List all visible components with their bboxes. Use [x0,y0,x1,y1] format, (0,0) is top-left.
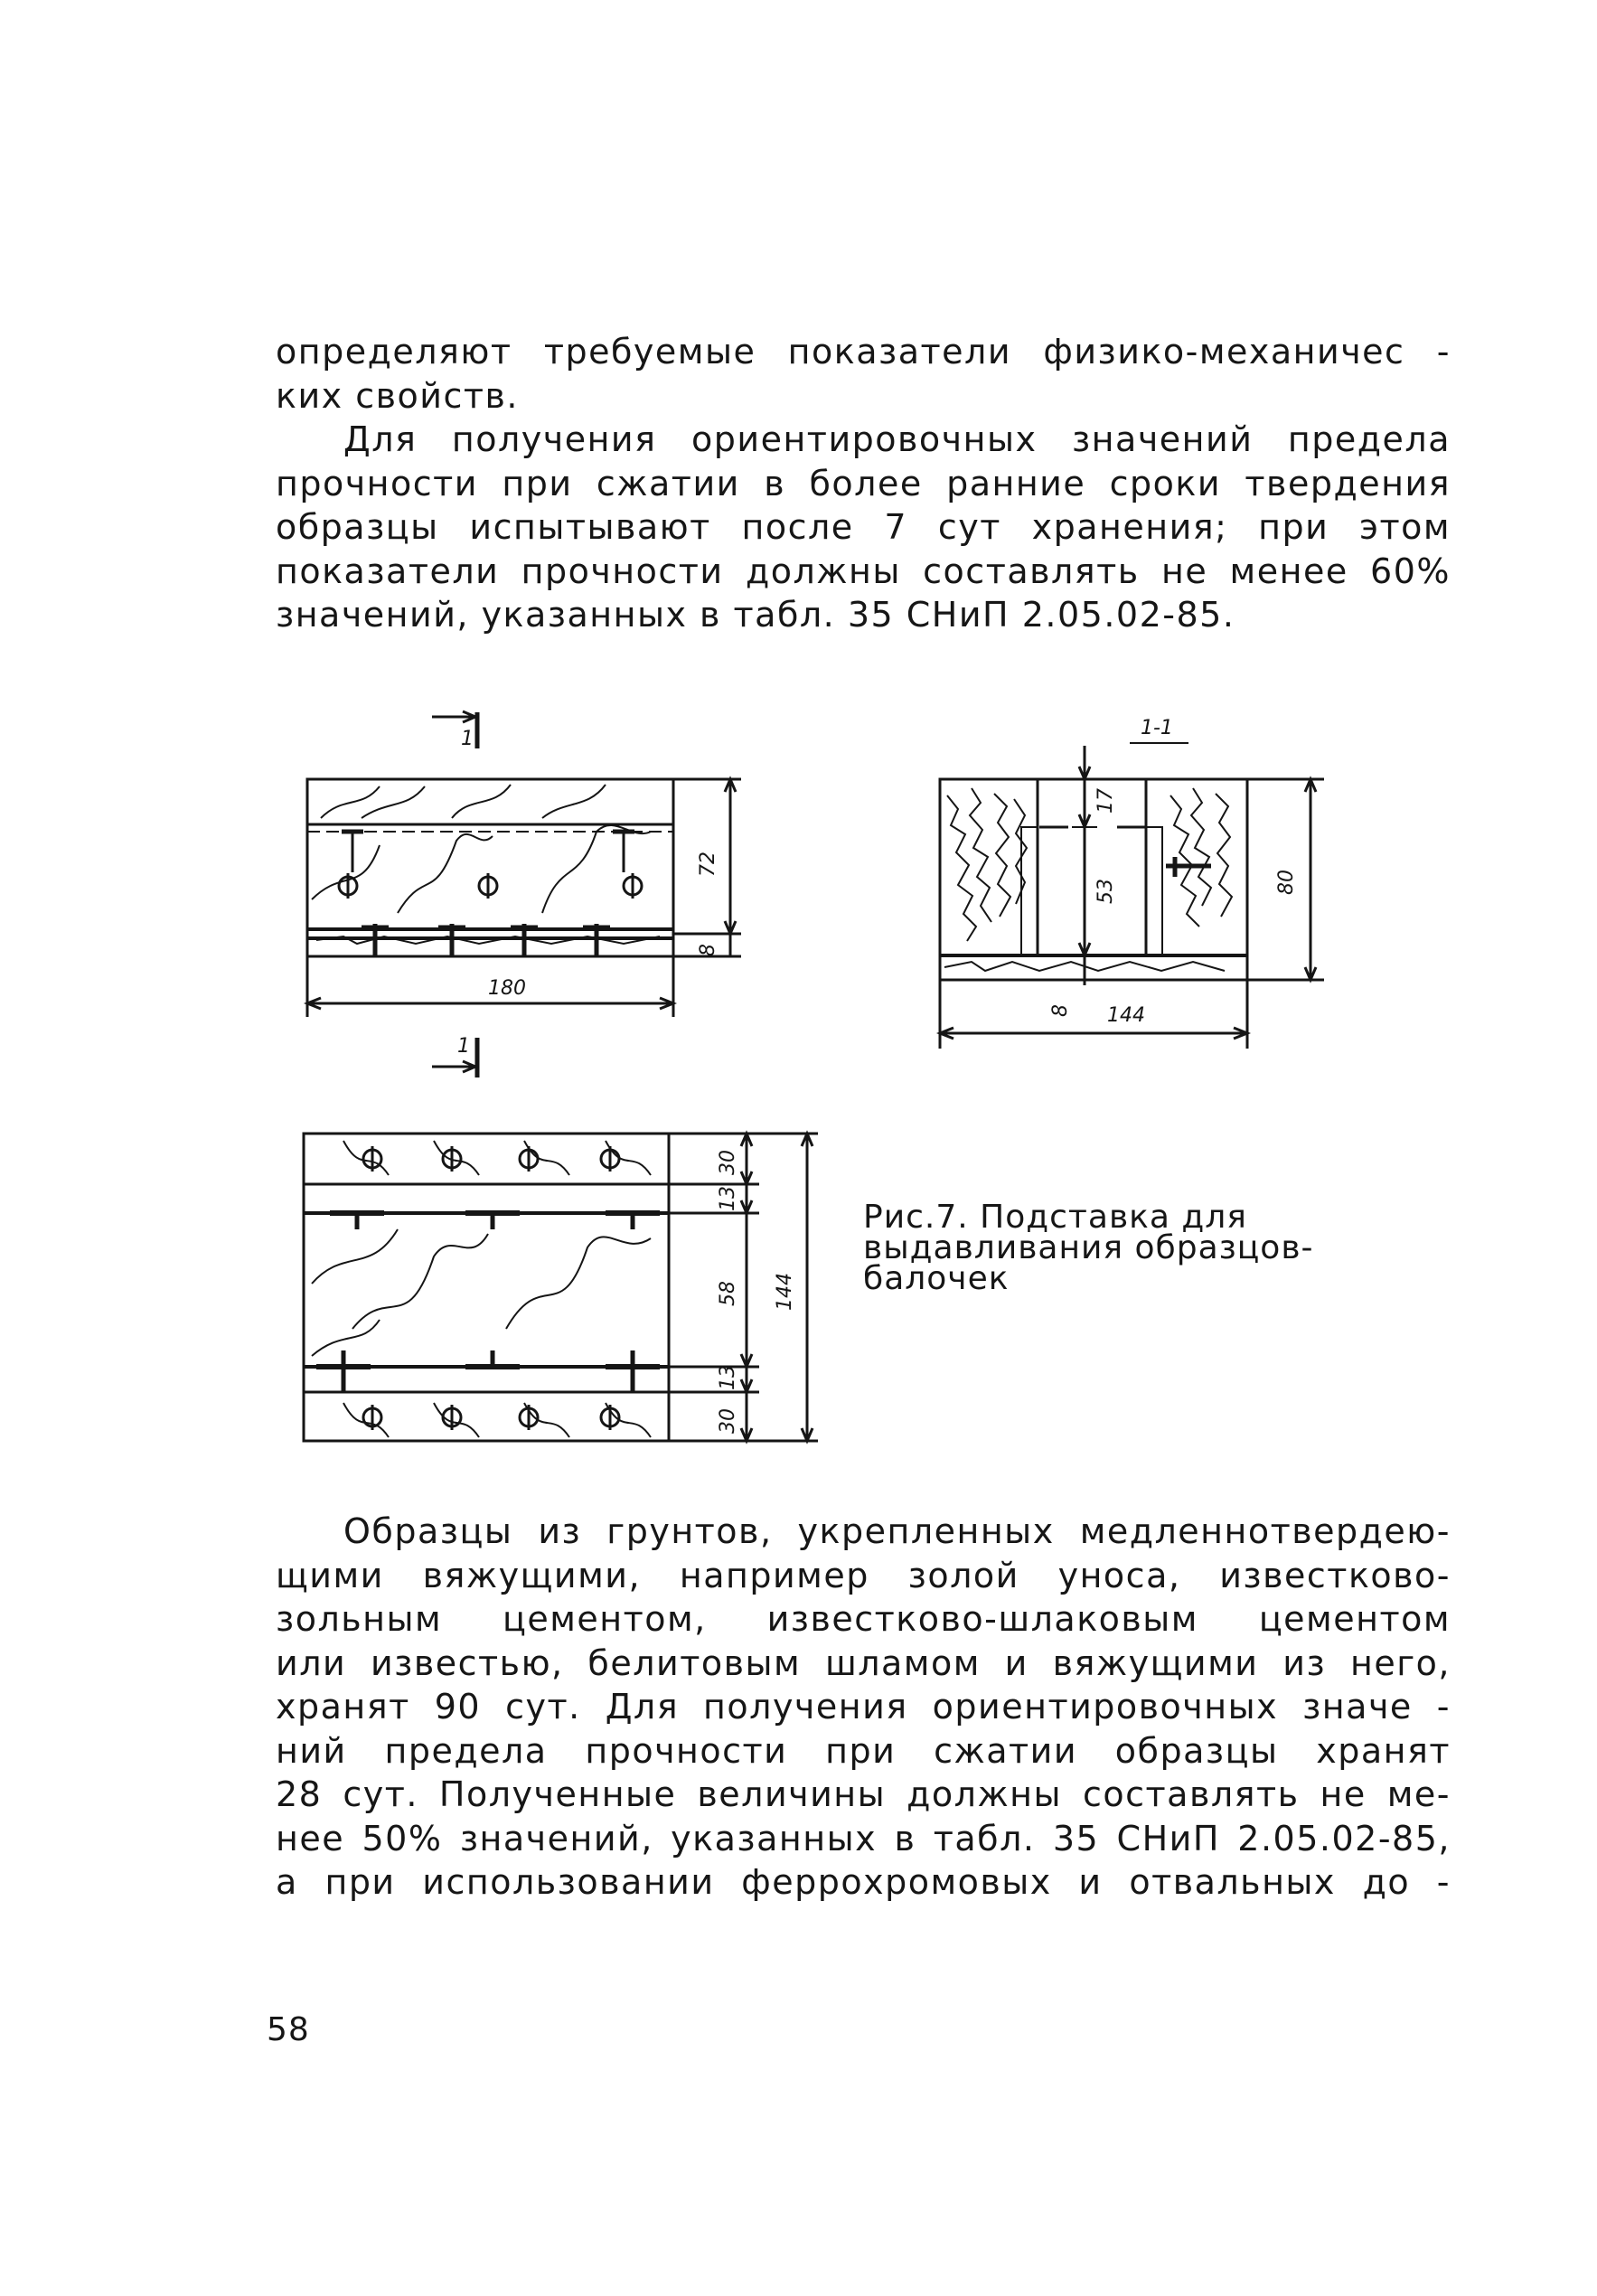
section-mark-top [432,711,477,750]
dim-53: 53 [1094,879,1117,904]
text-line: значений, указанных в табл. 35 СНиП 2.05.02-85. [276,595,1235,635]
section-mark-bottom [432,1035,477,1077]
caption-line: выдавливания образцов- [863,1229,1314,1266]
plan-view [304,1134,818,1441]
screw-head-icon [339,873,642,899]
screw-head-icon [363,1146,619,1430]
dim-8: 8 [697,944,719,956]
dim-17: 17 [1094,788,1117,814]
dim-58: 58 [717,1281,739,1306]
text-line: прочности при сжатии в более ранние сроки твердения [276,463,1451,503]
text-line: щими вяжущими, например золой уноса, известково- [276,1555,1451,1595]
text-line: или известью, белитовым шламом и вяжущими из него, [276,1642,1451,1683]
text-line: нее 50% значений, указанных в табл. 35 СНиП 2.05.02-85, [276,1818,1451,1858]
paragraph-slow-binders [276,1510,1451,1905]
dim-13: 13 [717,1186,739,1211]
section-mark-label: 1 [457,1035,470,1058]
section-title: 1-1 [1141,717,1173,739]
dim-80: 80 [1275,870,1298,895]
caption-line: балочек [863,1260,1010,1297]
dim-72: 72 [697,852,719,877]
bolt-icon [316,1213,660,1392]
dim-30: 30 [717,1150,739,1175]
dim-144: 144 [1107,1004,1145,1027]
front-view [307,779,741,1017]
bolt-icon [1166,857,1211,877]
text-line: Для получения ориентировочных значений предела [343,419,1451,459]
page-number: 58 [267,2011,310,2048]
text-line: 28 сут. Полученные величины должны составлять не ме- [276,1774,1451,1814]
text-line: хранят 90 сут. Для получения ориентировочных значе - [276,1687,1451,1727]
text-line: показатели прочности должны составлять не менее 60% [276,550,1451,591]
dim-8: 8 [1049,1004,1072,1017]
section-view [940,717,1324,1049]
text-line: Образцы из грунтов, укрепленных медленнотвердею- [343,1511,1451,1551]
section-mark-label: 1 [461,728,474,750]
text-line: ких свойств. [276,375,519,416]
text-line: ний предела прочности при сжатии образцы хранят [276,1730,1451,1771]
text-line: зольным цементом, известково-шлаковым цементом [276,1599,1451,1639]
dim-144: 144 [774,1273,796,1311]
dim-13: 13 [717,1365,739,1390]
figure-caption [863,1199,1314,1297]
text-line: а при использовании феррохромовых и отвальных до - [276,1862,1451,1902]
text-line: образцы испытывают после 7 сут хранения; при этом [276,507,1451,547]
text-line: определяют требуемые показатели физико-механичес - [276,332,1451,372]
dim-180: 180 [488,977,526,1000]
caption-line: Рис.7. Подставка для [863,1199,1247,1236]
dim-30: 30 [717,1408,739,1434]
